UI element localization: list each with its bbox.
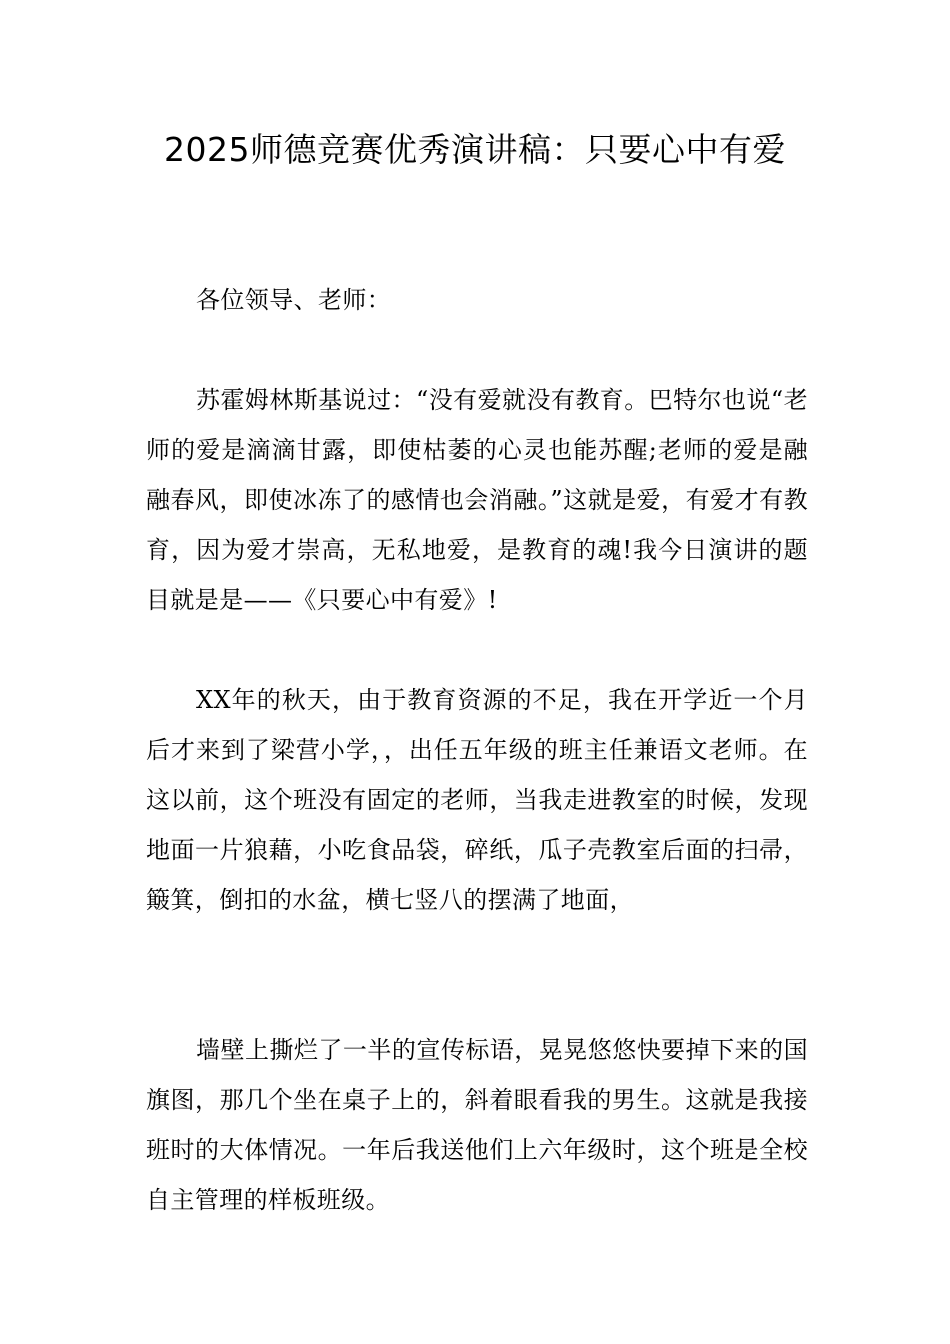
salutation-paragraph: 各位领导、老师： <box>196 286 392 314</box>
document-title: 2025师德竞赛优秀演讲稿：只要心中有爱 <box>164 130 786 169</box>
body-paragraph: 墙壁上撕烂了一半的宣传标语，晃晃悠悠快要掉下来的国旗图，那几个坐在桌子上的，斜着眼看我的男生。这就是我接班时的大体情况。一年后我送他们上六年级时，这个班是全校自主管理的样板班级。 <box>146 1036 808 1214</box>
body-paragraph: XX年的秋天，由于教育资源的不足，我在开学近一个月后才来到了梁营小学，，出任五年级的班主任兼语文老师。在这以前，这个班没有固定的老师，当我走进教室的时候，发现地面一片狼藉，小吃食品袋，碎纸，瓜子壳教室后面的扫帚，簸箕，倒扣的水盆，横七竖八的摆满了地面， <box>146 686 808 914</box>
body-paragraph: 苏霍姆林斯基说过：“没有爱就没有教育。巴特尔也说“老师的爱是滴滴甘露，即使枯萎的心灵也能苏醒;老师的爱是融融春风，即使冰冻了的感情也会消融。”这就是爱，有爱才有教育，因为爱才崇高，无私地爱，是教育的魂!我今日演讲的题目就是是——《只要心中有爱》! <box>146 386 808 614</box>
